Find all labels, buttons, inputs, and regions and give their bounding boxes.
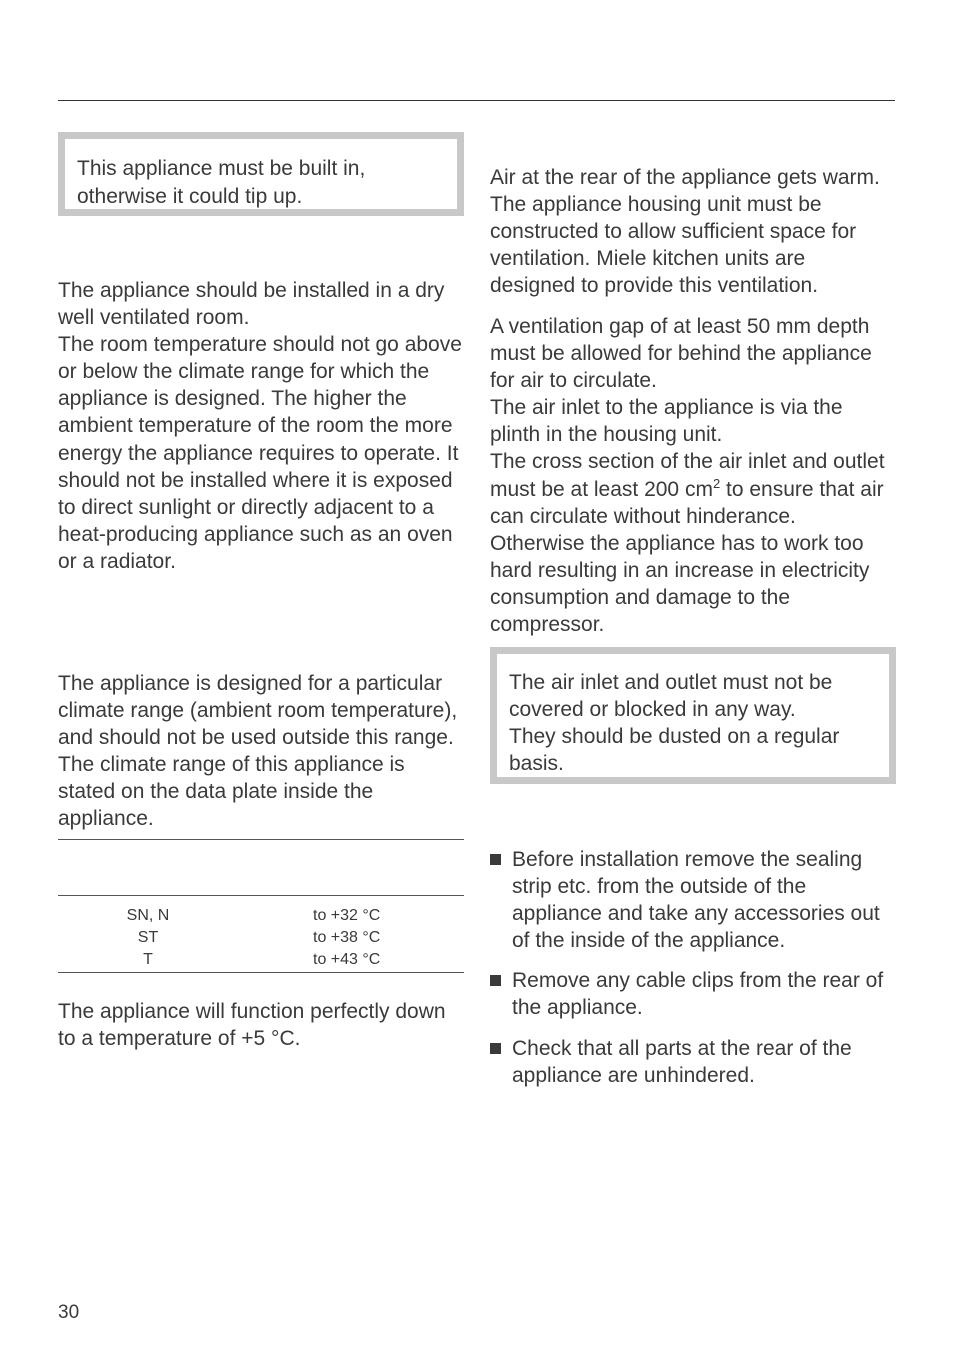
ventilation-gap-paragraph bbox=[490, 313, 895, 638]
header-rule bbox=[58, 100, 895, 101]
climate-class: SN, N bbox=[126, 907, 170, 924]
gap-text: A ventilation gap of at least 50 mm depth must be allowed for behind the appliance for air to circulate. The air inlet to the appliance is via the plinth in the housing unit. The cross section of the air inlet and outlet must be at least 200 cm bbox=[490, 315, 885, 501]
bullet-square-icon bbox=[490, 854, 501, 865]
page-number: 30 bbox=[58, 1302, 80, 1323]
superscript-2: 2 bbox=[712, 475, 721, 491]
climate-paragraph: The appliance is designed for a particular climate range (ambient room temperature), and should not be used outside this range. The climate range of this appliance is stated on the data plate inside the appliance. bbox=[58, 672, 458, 831]
climate-class: ST bbox=[137, 929, 159, 946]
air-inlet-warning-box bbox=[490, 647, 896, 784]
list-item-text: Remove any cable clips from the rear of the appliance. bbox=[512, 969, 884, 1020]
tip-over-warning-line1: This appliance must be built in, bbox=[77, 157, 366, 180]
gap-text-after: to ensure that air can circulate without hinderance. Otherwise the appliance has to work too hard resulting in an increase in electricity consumption and damage to the compressor. bbox=[490, 477, 884, 637]
bullet-square-icon bbox=[490, 975, 501, 986]
climate-range: to +38 °C bbox=[313, 929, 381, 946]
tip-over-warning-line2: otherwise it could tip up. bbox=[77, 185, 303, 208]
climate-range: to +43 °C bbox=[313, 951, 381, 968]
tip-over-warning-box bbox=[58, 132, 464, 216]
air-paragraph: Air at the rear of the appliance gets warm. The appliance housing unit must be constructed to allow sufficient space for ventilation. Miele kitchen units are designed to provide this ventilation. bbox=[490, 166, 880, 298]
climate-class-table bbox=[58, 905, 464, 971]
table-header-rule bbox=[58, 895, 464, 896]
function-paragraph: The appliance will function perfectly down to a temperature of +5 °C. bbox=[58, 1000, 446, 1051]
location-paragraph: The appliance should be installed in a dry well ventilated room. The room temperature should not go above or below the climate range for which the appliance is designed. The higher the ambient temperature of the room the more energy the appliance requires to operate. It should not be installed where it is exposed to direct sunlight or directly adjacent to a heat-producing appliance such as an oven or a radiator. bbox=[58, 279, 462, 573]
table-row bbox=[58, 949, 464, 971]
table-row bbox=[58, 905, 464, 927]
table-top-rule bbox=[58, 839, 464, 840]
climate-class: T bbox=[143, 951, 153, 968]
climate-range: to +32 °C bbox=[313, 907, 381, 924]
table-bottom-rule bbox=[58, 972, 464, 973]
table-row bbox=[58, 927, 464, 949]
list-item-text: Before installation remove the sealing strip etc. from the outside of the appliance and take any accessories out of the inside of the appliance. bbox=[512, 848, 880, 953]
list-item-text: Check that all parts at the rear of the appliance are unhindered. bbox=[512, 1037, 852, 1088]
bullet-square-icon bbox=[490, 1043, 501, 1054]
air-inlet-warning-text: The air inlet and outlet must not be covered or blocked in any way. They should be dusted on a regular basis. bbox=[509, 671, 840, 776]
